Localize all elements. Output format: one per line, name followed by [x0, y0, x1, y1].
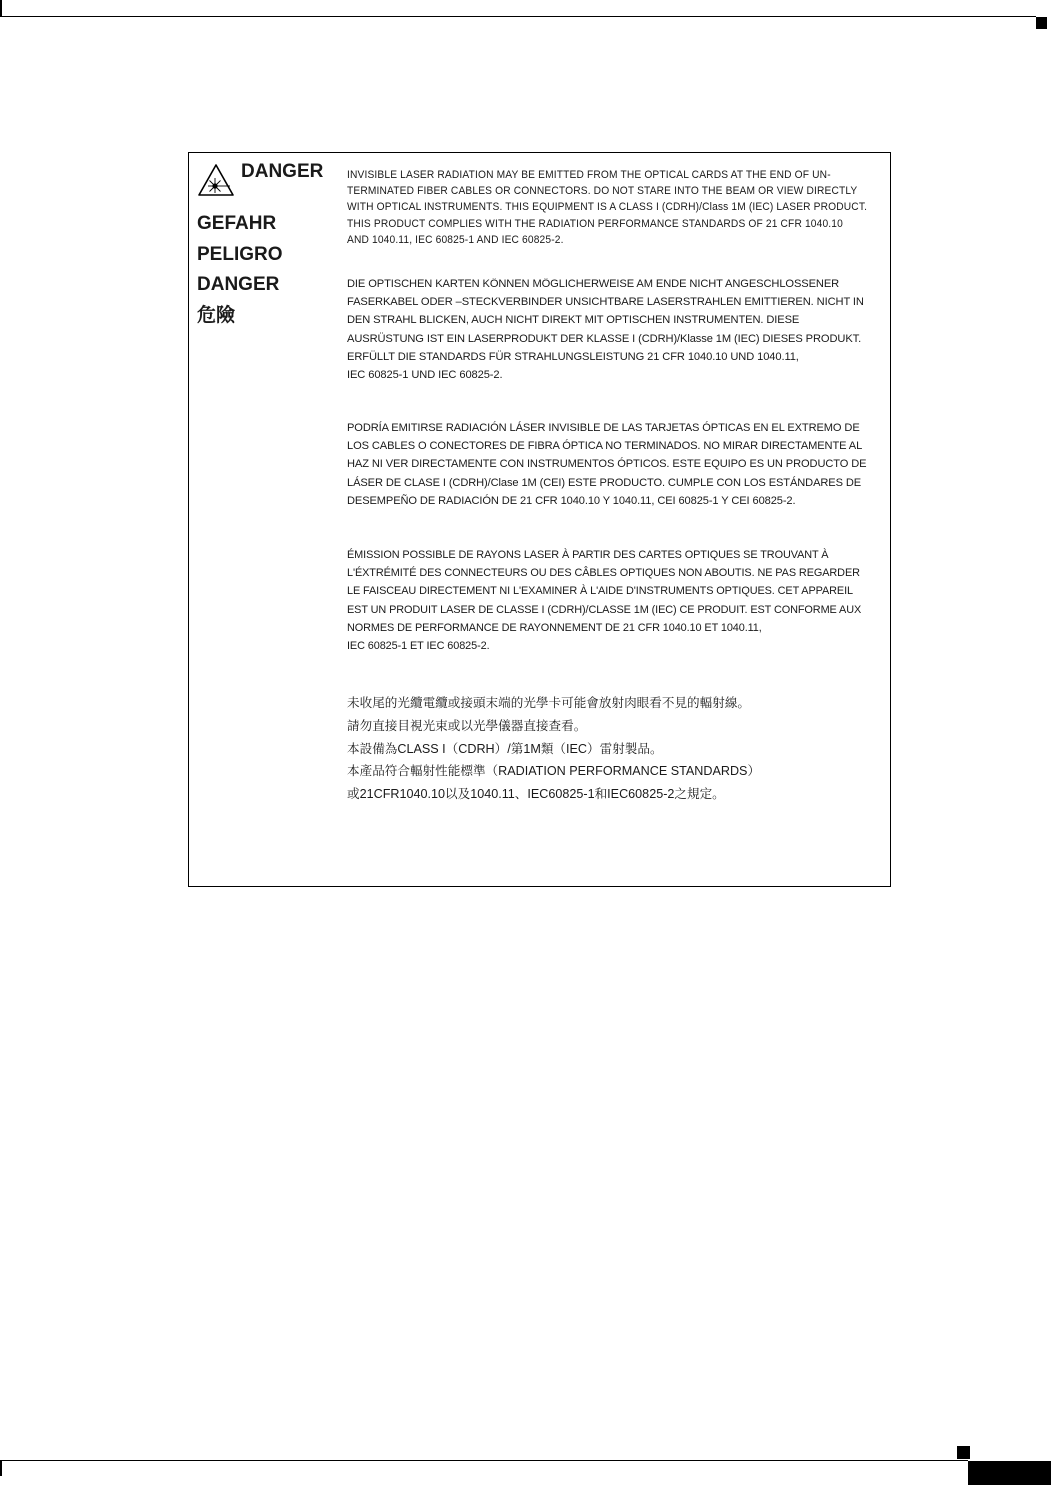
- warning-text-zh: 未收尾的光纜電纜或接頭末端的光學卡可能會放射肉眼看不見的輻射線。 請勿直接目視光束或以光學儀器直接查看。 本設備為CLASS I（CDRH）/第1M類（IEC）雷射製品。 本產品符合輻射性能標準（RADIATION PERFORMANCE STANDARDS） 或21CFR1040.10以及1040.11、IEC60825-1和IEC60825-2之規定。: [347, 696, 761, 802]
- footer-rule: [0, 1460, 968, 1461]
- warning-labels: [197, 161, 337, 331]
- warning-text-de: DIE OPTISCHEN KARTEN KÖNNEN MÖGLICHERWEISE AM ENDE NICHT ANGESCHLOSSENER FASERKABEL ODER –STECKVERBINDER UNSICHTBARE LASERSTRAHLEN EMITTIEREN. NICHT IN DEN STRAHL BLICKEN, AUCH NICHT DIREKT MIT OPTISCHEN INSTRUMENTEN. DIESE AUSRÜSTUNG IST EIN LASERPRODUKT DER KLASSE I (CDRH)/Klasse 1M (IEC) DIESES PRODUKT. ERFÜLLT DIE STANDARDS FÜR STRAHLUNGSLEISTUNG 21 CFR 1040.10 UND 1040.11, IEC 60825-1 UND IEC 60825-2.: [347, 278, 864, 382]
- warning-texts: [347, 167, 867, 806]
- label-fr: DANGER: [197, 274, 280, 295]
- laser-warning-icon: [197, 163, 235, 197]
- header-marker: [1036, 17, 1047, 29]
- header-rule: [0, 16, 1036, 17]
- top-left-tick: [0, 0, 2, 17]
- footer-marker: [957, 1446, 970, 1459]
- danger-label-en: DANGER: [241, 161, 324, 182]
- label-de: GEFAHR: [197, 213, 277, 234]
- label-zh: 危險: [197, 304, 236, 326]
- warning-text-fr: ÉMISSION POSSIBLE DE RAYONS LASER À PARTIR DES CARTES OPTIQUES SE TROUVANT À L'ÉXTRÉMITÉ DES CONNECTEURS OU DES CÂBLES OPTIQUES NON ABOUTIS. NE PAS REGARDER LE FAISCEAU DIRECTEMENT NI L'EXAMINER À L'AIDE D'INSTRUMENTS OPTIQUES. CET APPAREIL EST UN PRODUIT LASER DE CLASSE I (CDRH)/CLASSE 1M (IEC) CE PRODUIT. EST CONFORME AUX NORMES DE PERFORMANCE DE RAYONNEMENT DE 21 CFR 1040.10 ET 1040.11, IEC 60825-1 ET IEC 60825-2.: [347, 549, 862, 653]
- bottom-left-tick: [0, 1460, 2, 1476]
- warning-text-es: PODRÍA EMITIRSE RADIACIÓN LÁSER INVISIBLE DE LAS TARJETAS ÓPTICAS EN EL EXTREMO DE LOS CABLES O CONECTORES DE FIBRA ÓPTICA NO TERMINADOS. NO MIRAR DIRECTAMENTE AL HAZ NI VER DIRECTAMENTE CON INSTRUMENTOS ÓPTICOS. ESTE EQUIPO ES UN PRODUCTO DE LÁSER DE CLASE I (CDRH)/Clase 1M (CEI) ESTE PRODUCTO. CUMPLE CON LOS ESTÁNDARES DE DESEMPEÑO DE RADIACIÓN DE 21 CFR 1040.10 Y 1040.11, CEI 60825-1 Y CEI 60825-2.: [347, 422, 867, 507]
- footer-tab: [968, 1461, 1051, 1485]
- label-es: PELIGRO: [197, 243, 283, 265]
- danger-heading: [197, 161, 337, 199]
- laser-warning-box: [188, 152, 891, 887]
- warning-text-en: INVISIBLE LASER RADIATION MAY BE EMITTED FROM THE OPTICAL CARDS AT THE END OF UN- TERMINATED FIBER CABLES OR CONNECTORS. DO NOT STARE INTO THE BEAM OR VIEW DIRECTLY WITH OPTICAL INSTRUMENTS. THIS EQUIPMENT IS A CLASS I (CDRH)/Class 1M (IEC) LASER PRODUCT. THIS PRODUCT COMPLIES WITH THE RADIATION PERFORMANCE STANDARDS OF 21 CFR 1040.10 AND 1040.11, IEC 60825-1 AND IEC 60825-2.: [347, 169, 868, 246]
